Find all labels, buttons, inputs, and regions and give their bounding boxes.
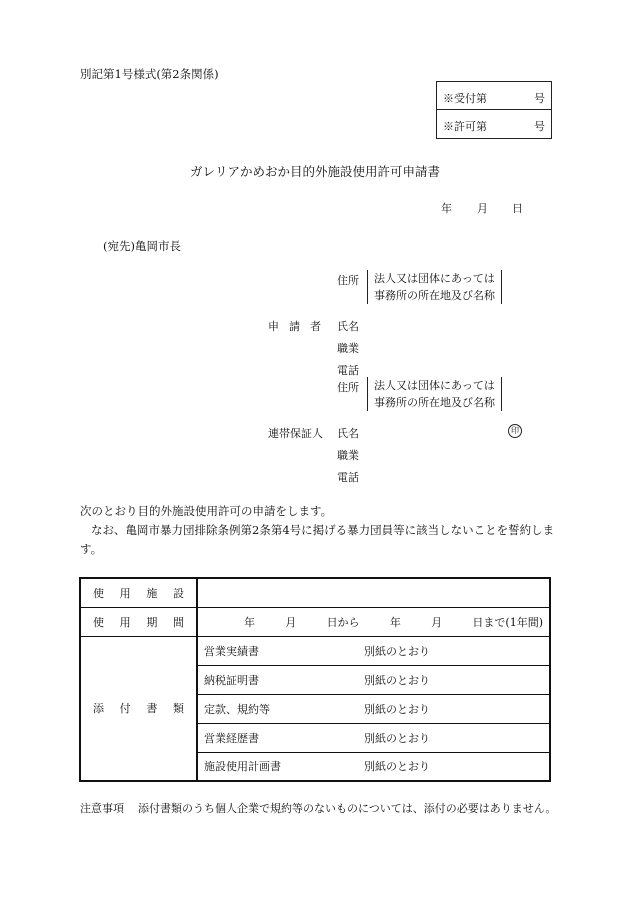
period-year2: 年	[389, 615, 401, 629]
attachments-label-char: 類	[172, 702, 184, 716]
applicant-note-line2: 事務所の所在地及び名称	[374, 289, 495, 302]
period-label-char: 期	[146, 615, 158, 629]
attachment-row	[80, 636, 550, 665]
guarantor-name-label: 氏名	[337, 427, 359, 440]
guarantor-note-line2: 事務所の所在地及び名称	[374, 396, 495, 409]
period-until: 日まで(1年間)	[472, 615, 543, 629]
permit-number-row[interactable]	[437, 110, 551, 138]
addressee: (宛先)亀岡市長	[103, 239, 181, 253]
guarantor-address-label: 住所	[337, 381, 359, 394]
date-year-label: 年	[441, 202, 452, 215]
seal-mark: 印	[508, 424, 522, 438]
attachment-name: 施設使用計画書	[204, 760, 281, 774]
form-id: 別記第1号様式(第2条関係)	[80, 67, 219, 81]
applicant-address-label: 住所	[337, 274, 359, 287]
period-label-char: 用	[119, 615, 131, 629]
attachments-label-char: 付	[119, 702, 131, 716]
attachment-item[interactable]	[197, 723, 550, 752]
attachment-item[interactable]	[197, 636, 550, 665]
applicant-role-2: 請	[289, 320, 300, 333]
acceptance-suffix: 号	[534, 92, 545, 105]
period-month1: 月	[285, 615, 297, 629]
date-month-label: 月	[477, 202, 488, 215]
attachment-name: 営業経歴書	[204, 731, 259, 745]
period-label-char: 間	[172, 615, 184, 629]
facility-input[interactable]	[197, 578, 550, 607]
facility-label-char: 用	[119, 586, 131, 600]
period-month2: 月	[431, 615, 443, 629]
attachment-note: 別紙のとおり	[364, 644, 430, 658]
guarantor-note-line1: 法人又は団体にあっては	[374, 379, 495, 392]
statement-line1: 次のとおり目的外施設使用許可の申請をします。	[80, 504, 333, 518]
application-table	[79, 577, 551, 782]
guarantor-role: 連帯保証人	[268, 427, 323, 440]
facility-label	[80, 578, 197, 607]
facility-row	[80, 578, 550, 607]
attachments-label	[80, 636, 197, 781]
facility-label-char: 施	[146, 586, 158, 600]
permit-label: ※許可第	[443, 120, 487, 133]
applicant-name-label: 氏名	[337, 320, 359, 333]
guarantor-phone-label: 電話	[337, 471, 359, 484]
period-from: 日から	[326, 615, 360, 629]
facility-label-char: 設	[172, 586, 184, 600]
notes-key: 注意事項	[80, 802, 124, 815]
receipt-box	[436, 81, 552, 139]
attachment-item[interactable]	[197, 752, 550, 781]
guarantor-occupation-label: 職業	[337, 449, 359, 462]
guarantor-address-note	[367, 377, 502, 411]
acceptance-number-row[interactable]	[437, 82, 551, 110]
attachment-note: 別紙のとおり	[364, 760, 430, 774]
statement-line2: なお、亀岡市暴力団排除条例第2条第4号に掲げる暴力団員等に該当しないことを誓約します。	[80, 523, 555, 556]
applicant-role-1: 申	[268, 320, 279, 333]
facility-label-char: 使	[93, 586, 104, 600]
notes-text: 添付書類のうち個人企業で規約等のないものについては、添付の必要はありません。	[138, 802, 557, 815]
attachment-note: 別紙のとおり	[364, 702, 430, 716]
applicant-phone-label: 電話	[337, 364, 359, 377]
applicant-note-line1: 法人又は団体にあっては	[374, 272, 495, 285]
attachment-item[interactable]	[197, 694, 550, 723]
attachment-name: 納税証明書	[204, 673, 259, 687]
date-day-label: 日	[512, 202, 523, 215]
notes	[80, 799, 560, 818]
document-title: ガレリアかめおか目的外施設使用許可申請書	[189, 164, 440, 179]
permit-suffix: 号	[534, 120, 545, 133]
acceptance-label: ※受付第	[443, 92, 487, 105]
attachment-item[interactable]	[197, 665, 550, 694]
attachment-note: 別紙のとおり	[364, 731, 430, 745]
period-row	[80, 607, 550, 636]
period-input[interactable]	[197, 607, 550, 636]
attachments-label-char: 書	[146, 702, 158, 716]
period-label	[80, 607, 197, 636]
applicant-address-note	[367, 270, 502, 304]
attachments-label-char: 添	[93, 702, 104, 716]
attachment-note: 別紙のとおり	[364, 673, 430, 687]
period-year1: 年	[244, 615, 255, 629]
period-label-char: 使	[93, 615, 104, 629]
attachment-name: 定款、規約等	[204, 702, 270, 716]
attachment-name: 営業実績書	[204, 644, 259, 658]
applicant-occupation-label: 職業	[337, 342, 359, 355]
applicant-role-3: 者	[310, 320, 321, 333]
